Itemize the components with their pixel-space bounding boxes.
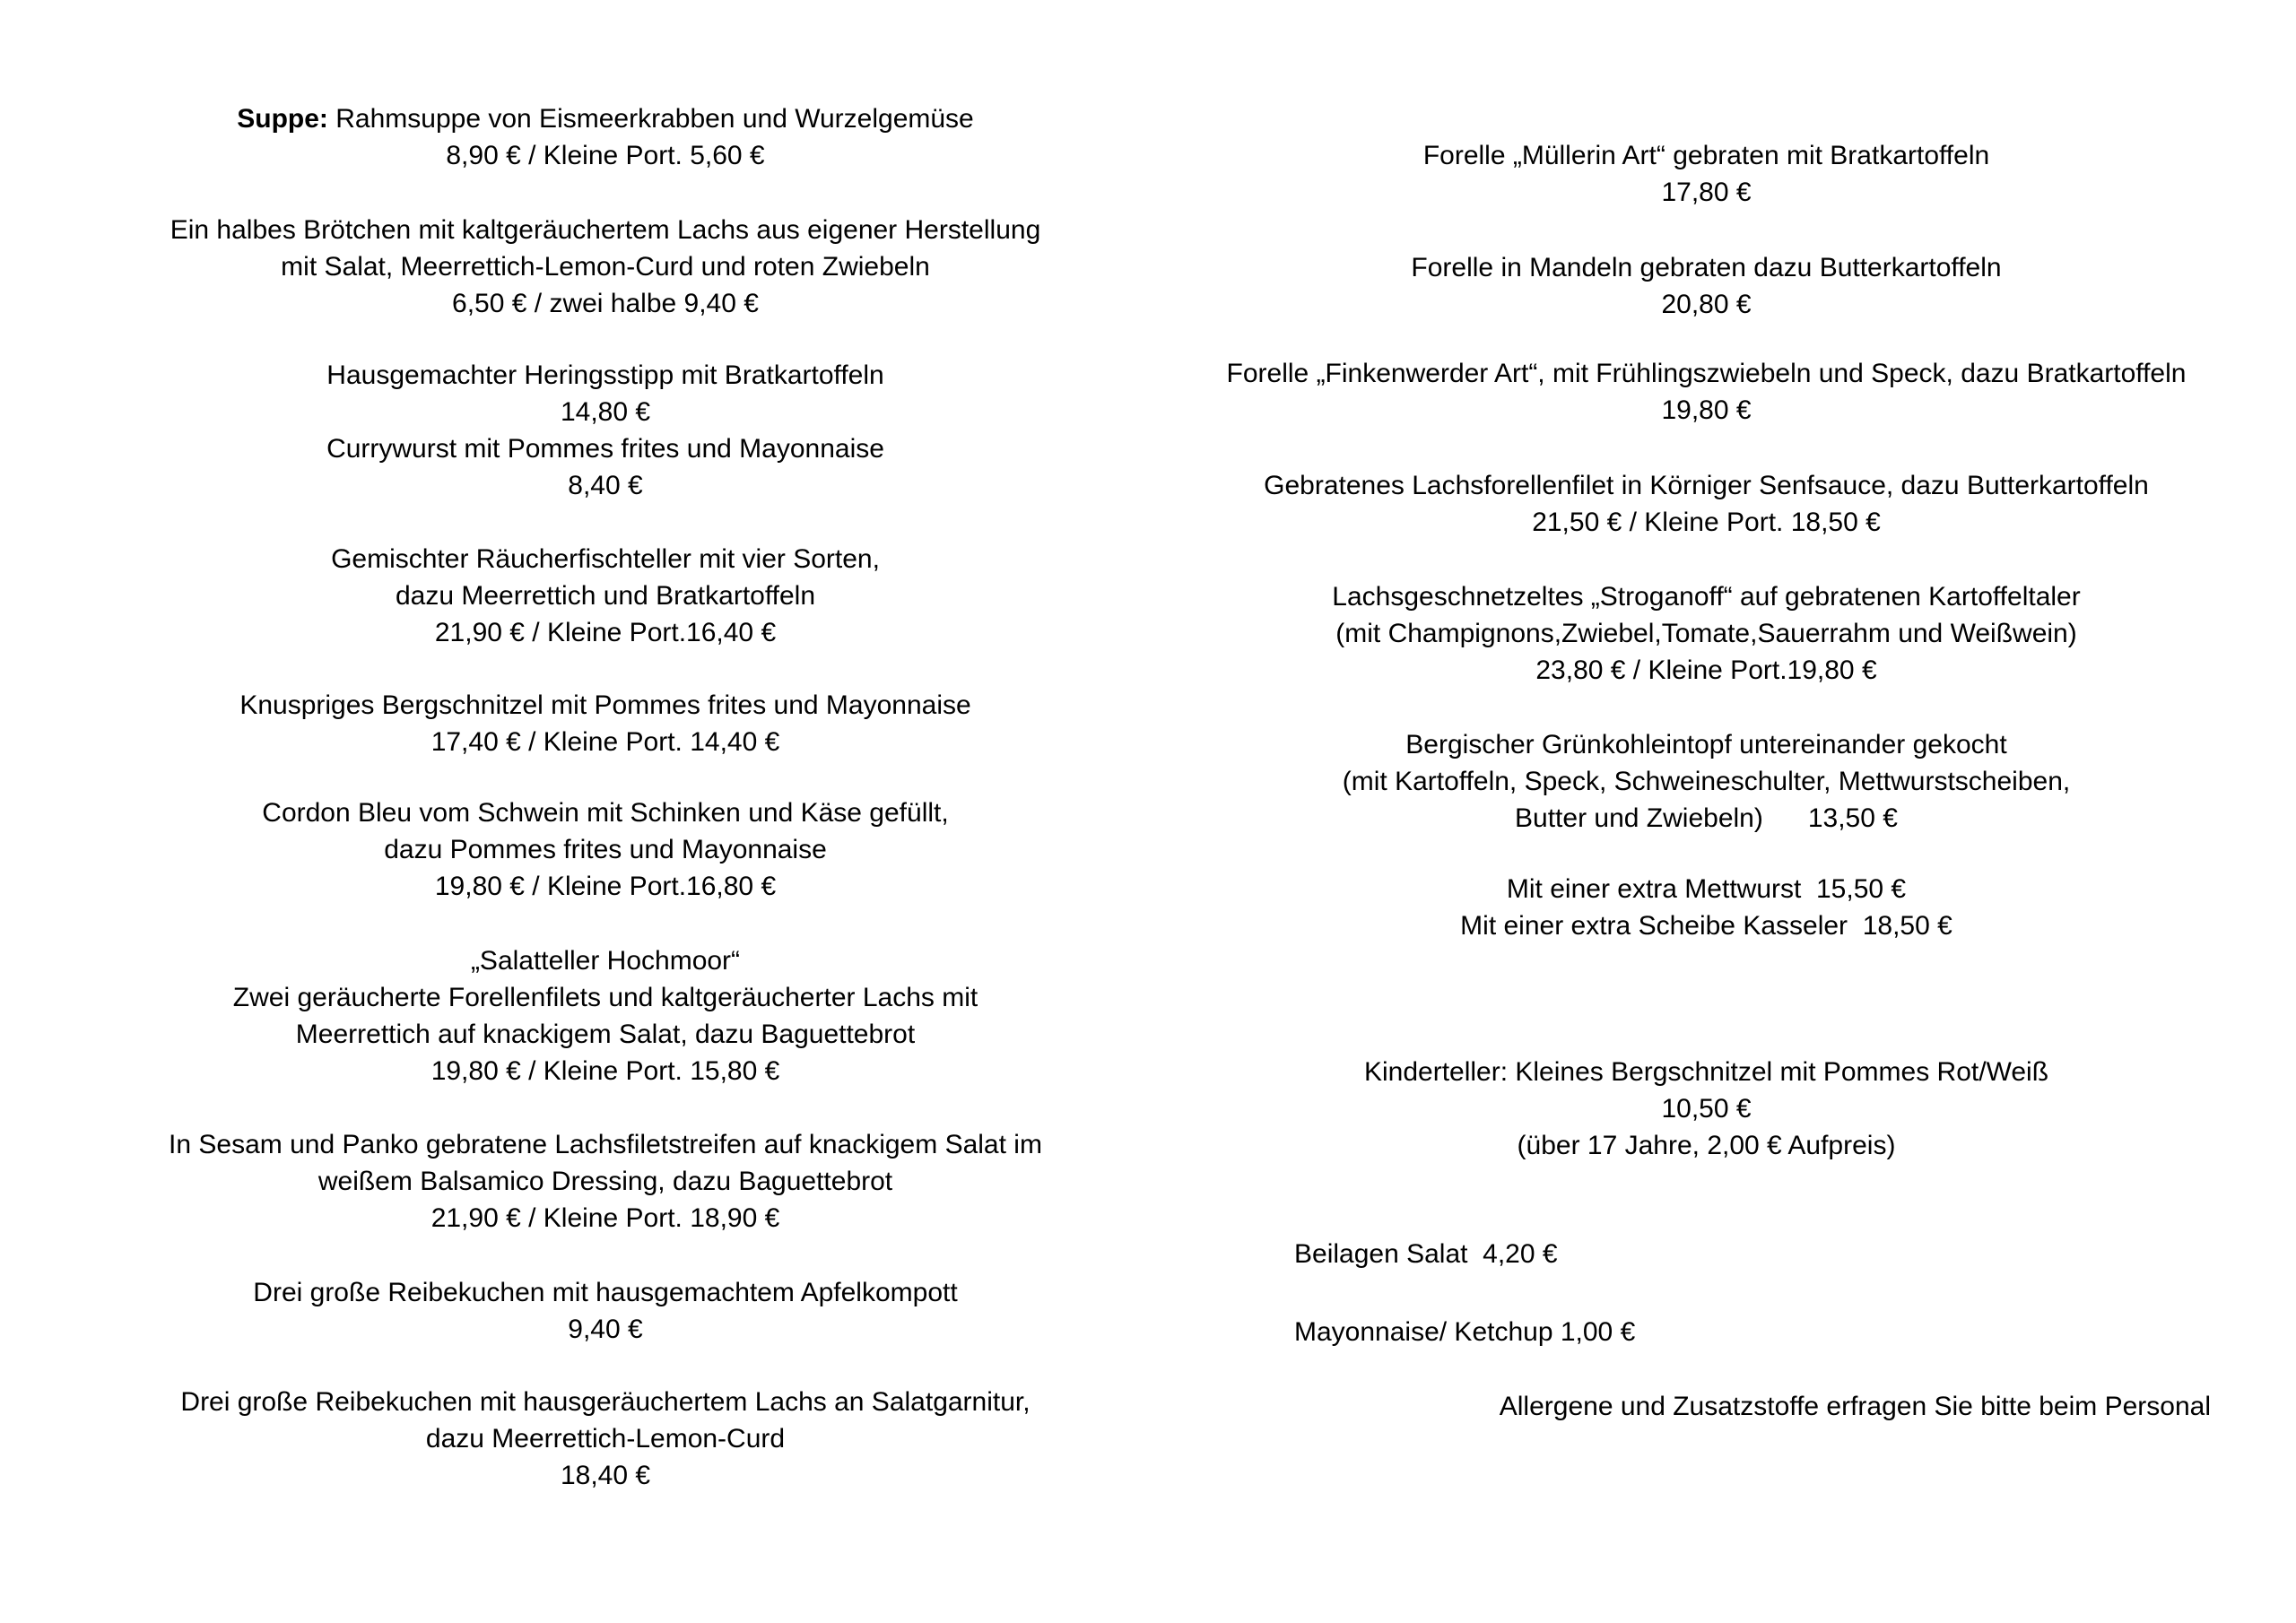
menu-item-line	[1202, 137, 2211, 174]
menu-item-text: Mit einer extra Scheibe Kasseler 18,50 €	[1460, 911, 1952, 941]
menu-item-line	[1202, 907, 2211, 944]
menu-item-text: Drei große Reibekuchen mit hausgeräuchertem Lachs an Salatgarnitur,	[180, 1387, 1031, 1417]
menu-item-line	[90, 831, 1121, 868]
menu-item-text: Gemischter Räucherfischteller mit vier Sorten,	[331, 544, 880, 574]
menu-item-line	[1202, 249, 2211, 286]
menu-item-line	[1202, 871, 2211, 907]
menu-item-text: Mayonnaise/ Ketchup 1,00 €	[1294, 1317, 1636, 1347]
menu-item-text: Beilagen Salat 4,20 €	[1294, 1239, 1558, 1269]
menu-item-text: 23,80 € / Kleine Port.19,80 €	[1535, 655, 1877, 685]
menu-item-line	[90, 137, 1121, 174]
menu-item-text: Hausgemachter Heringsstipp mit Bratkartoffeln	[326, 360, 884, 390]
menu-item-line	[90, 1016, 1121, 1053]
menu-item-line	[1202, 1388, 2211, 1425]
menu-item	[1202, 249, 2211, 323]
menu-item-line	[90, 1053, 1121, 1089]
menu-item	[1202, 1314, 2211, 1350]
menu-item-line	[1202, 1054, 2211, 1090]
menu-item	[1202, 1388, 2211, 1425]
menu-item	[1202, 1054, 2211, 1164]
menu-item-text: 6,50 € / zwei halbe 9,40 €	[452, 289, 759, 318]
menu-item	[90, 1384, 1121, 1494]
menu-item-text: Zwei geräucherte Forellenfilets und kaltgeräucherter Lachs mit	[232, 983, 978, 1012]
menu-item-text: 19,80 € / Kleine Port. 15,80 €	[430, 1056, 780, 1086]
menu-item-line	[90, 394, 1121, 430]
menu-item-text: „Salatteller Hochmoor“	[470, 946, 741, 976]
menu-item	[90, 100, 1121, 174]
menu-item-line	[90, 1420, 1121, 1457]
menu-item-line	[90, 285, 1121, 322]
menu-item-text: 17,80 €	[1661, 178, 1752, 207]
menu-item-line	[90, 577, 1121, 614]
menu-item-line	[90, 100, 1121, 137]
menu-item	[1202, 726, 2211, 837]
menu-item	[1202, 1236, 2211, 1272]
menu-item-text: 14,80 €	[560, 397, 651, 427]
menu-item-text: Cordon Bleu vom Schwein mit Schinken und Käse gefüllt,	[262, 798, 949, 828]
menu-item-line	[90, 1384, 1121, 1420]
menu-item-line	[1202, 800, 2211, 837]
menu-item	[1202, 355, 2211, 429]
menu-item-line	[90, 1163, 1121, 1200]
menu-item-line	[90, 687, 1121, 724]
menu-item	[90, 794, 1121, 905]
menu-item	[1202, 871, 2211, 944]
menu-item-text: 21,90 € / Kleine Port. 18,90 €	[430, 1203, 780, 1233]
menu-item-line	[90, 1274, 1121, 1311]
menu-item-text: mit Salat, Meerrettich-Lemon-Curd und roten Zwiebeln	[281, 252, 930, 282]
menu-item-text: 20,80 €	[1661, 290, 1752, 319]
menu-item	[90, 1126, 1121, 1237]
menu-item-line	[90, 614, 1121, 651]
menu-item-line	[90, 724, 1121, 760]
menu-item-text: dazu Pommes frites und Mayonnaise	[384, 835, 827, 864]
menu-item	[1202, 467, 2211, 541]
menu-item-line	[1294, 1314, 2211, 1350]
menu-item-line	[1202, 615, 2211, 652]
menu-item-line	[1202, 652, 2211, 689]
menu-item-text: Mit einer extra Mettwurst 15,50 €	[1506, 874, 1907, 904]
menu-item-line	[90, 357, 1121, 394]
menu-item-line	[90, 1200, 1121, 1237]
menu-item-line	[90, 430, 1121, 467]
menu-item-text: (mit Champignons,Zwiebel,Tomate,Sauerrahm und Weißwein)	[1335, 619, 2077, 648]
menu-item-text: 19,80 € / Kleine Port.16,80 €	[434, 872, 777, 901]
menu-item-text: Butter und Zwiebeln) 13,50 €	[1515, 803, 1898, 833]
menu-item-line	[1202, 763, 2211, 800]
menu-column-left	[90, 0, 1121, 1623]
menu-item	[1202, 578, 2211, 689]
menu-item-text: 18,40 €	[560, 1461, 651, 1490]
menu-item-line	[90, 794, 1121, 831]
menu-item-text: Rahmsuppe von Eismeerkrabben und Wurzelgemüse	[327, 104, 974, 134]
menu-item-line	[90, 1311, 1121, 1348]
menu-item	[90, 430, 1121, 504]
menu-item-text: 9,40 €	[568, 1315, 643, 1344]
menu-item-text: 10,50 €	[1661, 1094, 1752, 1124]
menu-item-text: In Sesam und Panko gebratene Lachsfiletstreifen auf knackigem Salat im	[169, 1130, 1042, 1159]
menu-column-right	[1202, 0, 2211, 1623]
menu-item-text: weißem Balsamico Dressing, dazu Baguettebrot	[317, 1167, 893, 1196]
menu-item-text: 21,50 € / Kleine Port. 18,50 €	[1532, 508, 1881, 537]
menu-item-line	[1202, 578, 2211, 615]
menu-item-line	[1294, 1236, 2211, 1272]
menu-item	[90, 541, 1121, 651]
menu-item-text: Knuspriges Bergschnitzel mit Pommes frites und Mayonnaise	[239, 690, 971, 720]
menu-item	[90, 212, 1121, 322]
menu-item-text: 19,80 €	[1661, 395, 1752, 425]
menu-item-text: Forelle „Finkenwerder Art“, mit Frühlingszwiebeln und Speck, dazu Bratkartoffeln	[1226, 359, 2187, 388]
menu-item-text: Currywurst mit Pommes frites und Mayonnaise	[326, 434, 884, 464]
menu-item-text: (mit Kartoffeln, Speck, Schweineschulter, Mettwurstscheiben,	[1342, 767, 2071, 796]
menu-item-line	[1202, 392, 2211, 429]
menu-item-line	[90, 212, 1121, 248]
menu-item-text: Forelle in Mandeln gebraten dazu Butterkartoffeln	[1411, 253, 2002, 282]
menu-item-line	[90, 868, 1121, 905]
menu-item-line	[90, 248, 1121, 285]
menu-item-text: Kinderteller: Kleines Bergschnitzel mit Pommes Rot/Weiß	[1363, 1057, 2049, 1087]
menu-item-label-bold: Suppe:	[237, 104, 328, 134]
menu-item-line	[1202, 286, 2211, 323]
menu-item-text: 21,90 € / Kleine Port.16,40 €	[434, 618, 777, 647]
menu-item-text: 17,40 € / Kleine Port. 14,40 €	[430, 727, 780, 757]
menu-item-text: 8,90 € / Kleine Port. 5,60 €	[446, 141, 765, 170]
menu-item-line	[90, 467, 1121, 504]
menu-item-line	[90, 979, 1121, 1016]
menu-item	[90, 687, 1121, 760]
menu-item	[1202, 137, 2211, 211]
menu-item-text: Meerrettich auf knackigem Salat, dazu Baguettebrot	[295, 1020, 916, 1049]
menu-item-line	[90, 942, 1121, 979]
menu-item	[90, 1274, 1121, 1348]
menu-item-text: Forelle „Müllerin Art“ gebraten mit Bratkartoffeln	[1422, 141, 1990, 170]
menu-item-text: Bergischer Grünkohleintopf untereinander gekocht	[1405, 730, 2007, 759]
menu-item-text: (über 17 Jahre, 2,00 € Aufpreis)	[1517, 1131, 1896, 1160]
menu-item-text: Drei große Reibekuchen mit hausgemachtem Apfelkompott	[253, 1278, 958, 1307]
menu-item-text: Gebratenes Lachsforellenfilet in Körniger Senfsauce, dazu Butterkartoffeln	[1264, 471, 2149, 500]
menu-item-line	[1202, 355, 2211, 392]
menu-item-text: 8,40 €	[568, 471, 643, 500]
menu-item-line	[1202, 467, 2211, 504]
menu-item-line	[1202, 174, 2211, 211]
menu-item-text: Allergene und Zusatzstoffe erfragen Sie bitte beim Personal	[1499, 1392, 2211, 1421]
menu-item-line	[90, 1126, 1121, 1163]
menu-item-line	[1202, 1090, 2211, 1127]
menu-item-text: Ein halbes Brötchen mit kaltgeräuchertem Lachs aus eigener Herstellung	[170, 215, 1041, 245]
menu-item-line	[1202, 504, 2211, 541]
menu-item-line	[90, 1457, 1121, 1494]
menu-item-line	[1202, 726, 2211, 763]
menu-item-line	[1202, 1127, 2211, 1164]
menu-item-text: Lachsgeschnetzeltes „Stroganoff“ auf gebratenen Kartoffeltaler	[1332, 582, 2081, 612]
menu-item-text: dazu Meerrettich-Lemon-Curd	[425, 1424, 786, 1454]
menu-item-line	[90, 541, 1121, 577]
menu-item	[90, 942, 1121, 1089]
menu-item	[90, 357, 1121, 430]
menu-item-text: dazu Meerrettich und Bratkartoffeln	[395, 581, 816, 611]
